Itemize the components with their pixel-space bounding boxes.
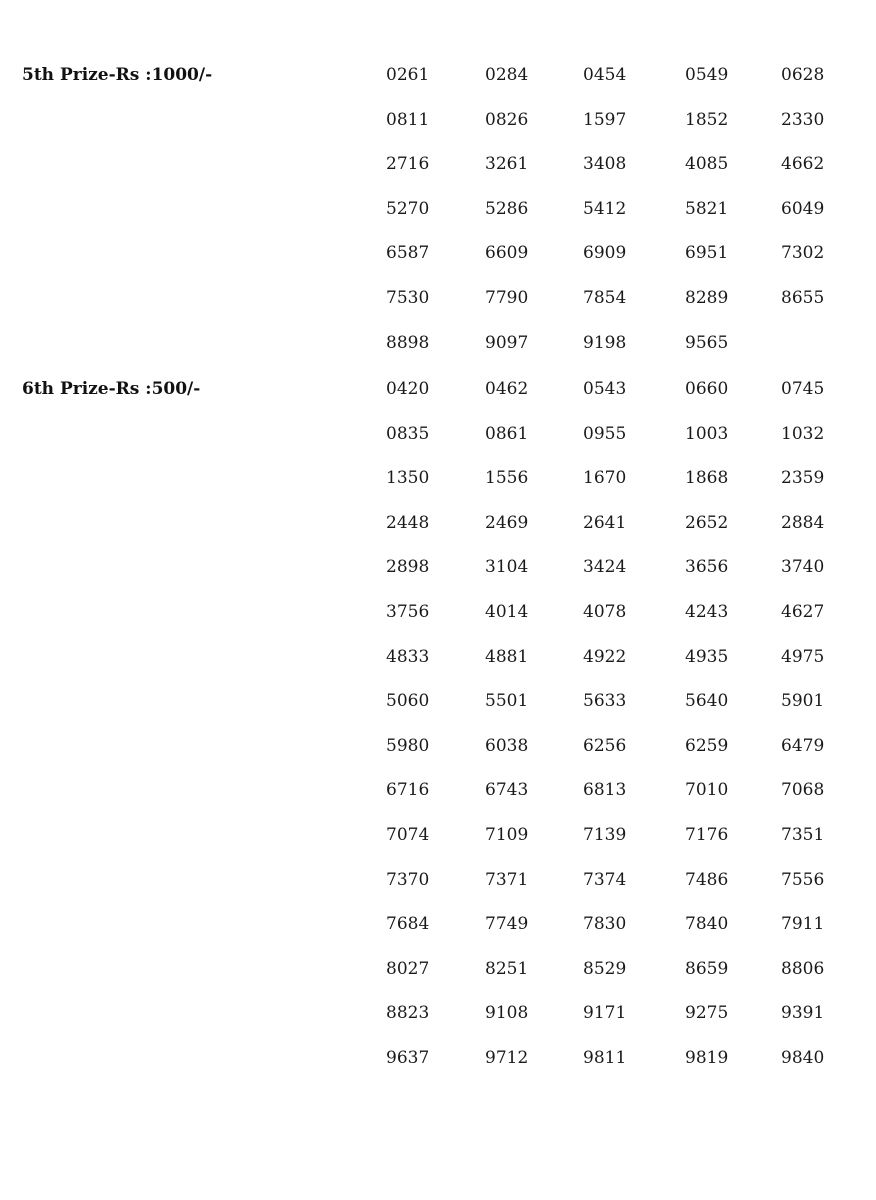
winning-number: 6951: [685, 243, 729, 264]
winning-number: 0462: [485, 379, 529, 399]
winning-number: 9171: [583, 1003, 627, 1024]
winning-number: 5501: [485, 691, 529, 712]
winning-number: 1003: [685, 423, 729, 444]
winning-number: 7176: [685, 824, 729, 845]
winning-number: 4014: [485, 601, 529, 622]
winning-number: 0454: [583, 65, 627, 85]
winning-number: 3656: [685, 557, 729, 578]
winning-number: 6256: [583, 735, 627, 756]
winning-number: 0549: [685, 65, 729, 85]
winning-number: 0284: [485, 65, 529, 85]
winning-number: 4243: [685, 601, 729, 622]
winning-number: 4922: [583, 646, 627, 667]
winning-number: 4975: [781, 646, 825, 667]
winning-number: 2359: [781, 468, 825, 489]
winning-number: 5412: [583, 198, 627, 219]
winning-number: 1597: [583, 109, 627, 130]
winning-number: 4662: [781, 154, 825, 175]
winning-number: 2884: [781, 512, 825, 533]
winning-number: 0660: [685, 379, 729, 399]
winning-number: 3740: [781, 557, 825, 578]
winning-number: 1868: [685, 468, 729, 489]
winning-number: 4833: [386, 646, 430, 667]
winning-number: 8655: [781, 287, 825, 308]
winning-number: 7790: [485, 287, 529, 308]
winning-number: 0420: [386, 379, 430, 399]
winning-number: 3756: [386, 601, 430, 622]
winning-number: 6716: [386, 780, 430, 801]
winning-number: 7530: [386, 287, 430, 308]
winning-number: 6743: [485, 780, 529, 801]
winning-number: 7684: [386, 914, 430, 935]
winning-number: 2641: [583, 512, 627, 533]
winning-number: 2330: [781, 109, 825, 130]
prize-title: 6th Prize-Rs :500/-: [22, 379, 201, 399]
winning-number: 7374: [583, 869, 627, 890]
winning-number: 9097: [485, 332, 529, 353]
winning-number: 6909: [583, 243, 627, 264]
winning-number: 0955: [583, 423, 627, 444]
winning-number: 0861: [485, 423, 529, 444]
winning-number: 7854: [583, 287, 627, 308]
winning-number: 5270: [386, 198, 430, 219]
winning-number: 6259: [685, 735, 729, 756]
winning-number: 7911: [781, 914, 825, 935]
winning-number: 5821: [685, 198, 729, 219]
winning-number: 6038: [485, 735, 529, 756]
winning-number: 4935: [685, 646, 729, 667]
winning-number: 7010: [685, 780, 729, 801]
winning-number: 7370: [386, 869, 430, 890]
winning-number: 3104: [485, 557, 529, 578]
winning-number: 7749: [485, 914, 529, 935]
winning-number: 7139: [583, 824, 627, 845]
winning-number: 9840: [781, 1047, 825, 1068]
winning-number: 7074: [386, 824, 430, 845]
winning-number: 5980: [386, 735, 430, 756]
winning-number: 3424: [583, 557, 627, 578]
winning-number: 9712: [485, 1047, 529, 1068]
winning-number: 3408: [583, 154, 627, 175]
winning-number: 9108: [485, 1003, 529, 1024]
winning-number: 7109: [485, 824, 529, 845]
prize-title: 5th Prize-Rs :1000/-: [22, 65, 213, 85]
winning-number: 4085: [685, 154, 729, 175]
winning-number: 8806: [781, 958, 825, 979]
winning-number: 2898: [386, 557, 430, 578]
winning-number: 4881: [485, 646, 529, 667]
winning-number: 5060: [386, 691, 430, 712]
winning-number: 1852: [685, 109, 729, 130]
winning-number: 8659: [685, 958, 729, 979]
winning-number: 9198: [583, 332, 627, 353]
winning-number: 1670: [583, 468, 627, 489]
winning-number: 9391: [781, 1003, 825, 1024]
winning-number: 1350: [386, 468, 430, 489]
winning-number: 6609: [485, 243, 529, 264]
winning-number: 5633: [583, 691, 627, 712]
winning-number: 7371: [485, 869, 529, 890]
winning-number: 4627: [781, 601, 825, 622]
winning-number: 2448: [386, 512, 430, 533]
winning-number: 9275: [685, 1003, 729, 1024]
winning-number: 6049: [781, 198, 825, 219]
winning-number: 5901: [781, 691, 825, 712]
winning-number: 7840: [685, 914, 729, 935]
winning-number: 8027: [386, 958, 430, 979]
winning-number: 2716: [386, 154, 430, 175]
winning-number: 2652: [685, 512, 729, 533]
winning-number: 9565: [685, 332, 729, 353]
winning-number: 7486: [685, 869, 729, 890]
winning-number: 1556: [485, 468, 529, 489]
winning-number: 9811: [583, 1047, 627, 1068]
winning-number: 9819: [685, 1047, 729, 1068]
winning-number: 6813: [583, 780, 627, 801]
winning-number: 0826: [485, 109, 529, 130]
winning-number: 0261: [386, 65, 430, 85]
winning-number: 5640: [685, 691, 729, 712]
winning-number: 8529: [583, 958, 627, 979]
winning-number: 8289: [685, 287, 729, 308]
winning-number: 0745: [781, 379, 825, 399]
winning-number: 0811: [386, 109, 430, 130]
winning-number: 7830: [583, 914, 627, 935]
winning-number: 0628: [781, 65, 825, 85]
winning-number: 1032: [781, 423, 825, 444]
winning-number: 8823: [386, 1003, 430, 1024]
winning-number: 2469: [485, 512, 529, 533]
winning-number: 8898: [386, 332, 430, 353]
winning-number: 7068: [781, 780, 825, 801]
winning-number: 8251: [485, 958, 529, 979]
winning-number: 4078: [583, 601, 627, 622]
winning-number: 7556: [781, 869, 825, 890]
winning-number: 7302: [781, 243, 825, 264]
winning-number: 0543: [583, 379, 627, 399]
winning-number: 5286: [485, 198, 529, 219]
winning-number: 9637: [386, 1047, 430, 1068]
winning-number: 0835: [386, 423, 430, 444]
winning-number: 7351: [781, 824, 825, 845]
winning-number: 3261: [485, 154, 529, 175]
winning-number: 6479: [781, 735, 825, 756]
winning-number: 6587: [386, 243, 430, 264]
